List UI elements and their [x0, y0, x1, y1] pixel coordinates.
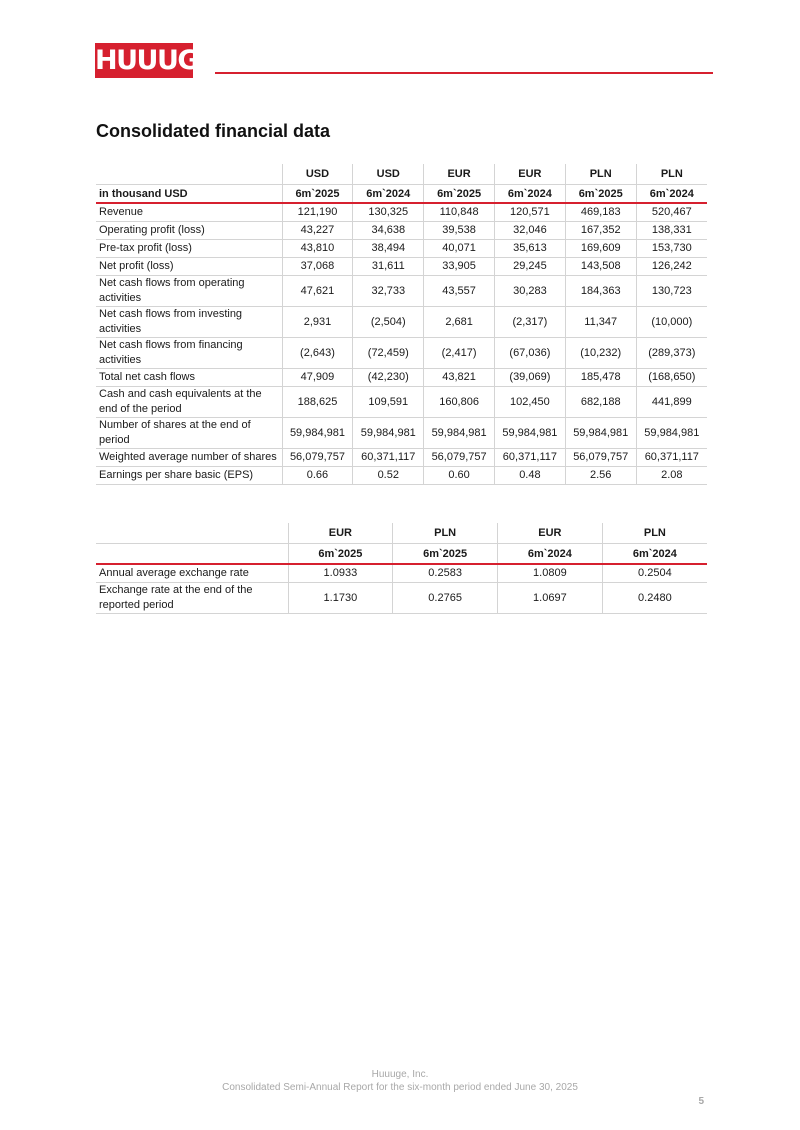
cell-value: 120,571: [495, 203, 566, 222]
currency-header-label: [96, 164, 282, 185]
period-header-col-3: 6m`2025: [424, 185, 495, 204]
table-row: [96, 583, 707, 614]
footer-company: Huuuge, Inc.: [371, 1069, 429, 1080]
cell-value: 2,681: [424, 307, 495, 338]
currency-header-row: [96, 164, 707, 185]
cell-value: 60,371,117: [495, 449, 566, 467]
footer-report-title: Consolidated Semi-Annual Report for the six-month period ended June 30, 2025: [222, 1082, 578, 1093]
cell-value: 1.0697: [498, 583, 603, 614]
cell-value: 2,931: [282, 307, 353, 338]
cell-value: 0.60: [424, 467, 495, 485]
cell-value: 56,079,757: [424, 449, 495, 467]
cell-value: (67,036): [495, 338, 566, 369]
cell-value: 40,071: [424, 240, 495, 258]
period-header-col-2: 6m`2024: [353, 185, 424, 204]
cell-value: (10,000): [636, 307, 707, 338]
financial-data-table: [96, 164, 707, 485]
cell-value: 59,984,981: [565, 418, 636, 449]
table-row: [96, 387, 707, 418]
cell-value: 169,609: [565, 240, 636, 258]
cell-value: 184,363: [565, 276, 636, 307]
cell-value: 34,638: [353, 222, 424, 240]
period-header-col-4: 6m`2024: [602, 544, 707, 565]
cell-value: 126,242: [636, 258, 707, 276]
table-row: [96, 338, 707, 369]
cell-value: 130,325: [353, 203, 424, 222]
cell-value: 30,283: [495, 276, 566, 307]
cell-value: 188,625: [282, 387, 353, 418]
cell-value: 32,046: [495, 222, 566, 240]
header-rule: [215, 72, 713, 74]
exchange-rate-table: [96, 523, 707, 614]
period-header-label: in thousand USD: [96, 185, 282, 204]
row-label: Net profit (loss): [96, 258, 282, 276]
cell-value: 2.56: [565, 467, 636, 485]
table-row: [96, 564, 707, 583]
row-label: Total net cash flows: [96, 369, 282, 387]
row-label: Cash and cash equivalents at the end of the period: [96, 387, 282, 418]
table-row: [96, 449, 707, 467]
cell-value: 160,806: [424, 387, 495, 418]
row-label: Operating profit (loss): [96, 222, 282, 240]
currency-header-col-3: EUR: [498, 523, 603, 544]
cell-value: 59,984,981: [495, 418, 566, 449]
cell-value: 56,079,757: [565, 449, 636, 467]
row-label: Annual average exchange rate: [96, 564, 288, 583]
row-label: Earnings per share basic (EPS): [96, 467, 282, 485]
table-row: [96, 203, 707, 222]
cell-value: 56,079,757: [282, 449, 353, 467]
cell-value: 153,730: [636, 240, 707, 258]
cell-value: (168,650): [636, 369, 707, 387]
period-header-col-2: 6m`2025: [393, 544, 498, 565]
cell-value: 31,611: [353, 258, 424, 276]
row-label: Net cash flows from investing activities: [96, 307, 282, 338]
period-header-label: [96, 544, 288, 565]
page-number: 5: [698, 1096, 704, 1107]
cell-value: 47,909: [282, 369, 353, 387]
cell-value: 43,810: [282, 240, 353, 258]
cell-value: 109,591: [353, 387, 424, 418]
cell-value: 11,347: [565, 307, 636, 338]
cell-value: 60,371,117: [636, 449, 707, 467]
cell-value: 185,478: [565, 369, 636, 387]
cell-value: 60,371,117: [353, 449, 424, 467]
cell-value: (2,504): [353, 307, 424, 338]
cell-value: 0.48: [495, 467, 566, 485]
table-row: [96, 307, 707, 338]
cell-value: (289,373): [636, 338, 707, 369]
cell-value: 143,508: [565, 258, 636, 276]
page-title: Consolidated financial data: [96, 121, 331, 141]
currency-header-col-2: USD: [353, 164, 424, 185]
cell-value: 43,821: [424, 369, 495, 387]
cell-value: (2,643): [282, 338, 353, 369]
currency-header-col-2: PLN: [393, 523, 498, 544]
cell-value: 35,613: [495, 240, 566, 258]
cell-value: 39,538: [424, 222, 495, 240]
cell-value: (10,232): [565, 338, 636, 369]
cell-value: 59,984,981: [636, 418, 707, 449]
huuuge-logo: HUUUGE: [95, 45, 215, 76]
table-row: [96, 222, 707, 240]
cell-value: (39,069): [495, 369, 566, 387]
row-label: Number of shares at the end of period: [96, 418, 282, 449]
table-row: [96, 369, 707, 387]
cell-value: 0.66: [282, 467, 353, 485]
cell-value: 469,183: [565, 203, 636, 222]
cell-value: (42,230): [353, 369, 424, 387]
cell-value: 0.2583: [393, 564, 498, 583]
cell-value: 59,984,981: [353, 418, 424, 449]
period-header-col-3: 6m`2024: [498, 544, 603, 565]
period-header-col-4: 6m`2024: [495, 185, 566, 204]
cell-value: (2,417): [424, 338, 495, 369]
cell-value: 441,899: [636, 387, 707, 418]
period-header-col-6: 6m`2024: [636, 185, 707, 204]
cell-value: (2,317): [495, 307, 566, 338]
table-row: [96, 418, 707, 449]
row-label: Net cash flows from financing activities: [96, 338, 282, 369]
currency-header-col-1: EUR: [288, 523, 393, 544]
cell-value: 43,227: [282, 222, 353, 240]
cell-value: 33,905: [424, 258, 495, 276]
cell-value: 130,723: [636, 276, 707, 307]
cell-value: 0.2765: [393, 583, 498, 614]
cell-value: 102,450: [495, 387, 566, 418]
cell-value: 59,984,981: [424, 418, 495, 449]
cell-value: 29,245: [495, 258, 566, 276]
table-row: [96, 276, 707, 307]
currency-header-col-3: EUR: [424, 164, 495, 185]
cell-value: 682,188: [565, 387, 636, 418]
cell-value: 59,984,981: [282, 418, 353, 449]
row-label: Pre-tax profit (loss): [96, 240, 282, 258]
cell-value: 38,494: [353, 240, 424, 258]
currency-header-col-6: PLN: [636, 164, 707, 185]
cell-value: 2.08: [636, 467, 707, 485]
period-header-row: [96, 185, 707, 204]
cell-value: 37,068: [282, 258, 353, 276]
table-row: [96, 258, 707, 276]
table-row: [96, 240, 707, 258]
cell-value: 1.0809: [498, 564, 603, 583]
cell-value: 121,190: [282, 203, 353, 222]
page-footer: [0, 1068, 800, 1094]
row-label: Weighted average number of shares: [96, 449, 282, 467]
cell-value: 1.1730: [288, 583, 393, 614]
cell-value: 138,331: [636, 222, 707, 240]
cell-value: 167,352: [565, 222, 636, 240]
currency-header-row: [96, 523, 707, 544]
row-label: Net cash flows from operating activities: [96, 276, 282, 307]
currency-header-col-4: EUR: [495, 164, 566, 185]
row-label: Exchange rate at the end of the reported period: [96, 583, 288, 614]
period-header-col-1: 6m`2025: [282, 185, 353, 204]
currency-header-col-5: PLN: [565, 164, 636, 185]
row-label: Revenue: [96, 203, 282, 222]
cell-value: (72,459): [353, 338, 424, 369]
period-header-row: [96, 544, 707, 565]
period-header-col-5: 6m`2025: [565, 185, 636, 204]
cell-value: 0.2504: [602, 564, 707, 583]
cell-value: 47,621: [282, 276, 353, 307]
currency-header-label: [96, 523, 288, 544]
currency-header-col-1: USD: [282, 164, 353, 185]
table-row: [96, 467, 707, 485]
cell-value: 520,467: [636, 203, 707, 222]
period-header-col-1: 6m`2025: [288, 544, 393, 565]
cell-value: 43,557: [424, 276, 495, 307]
cell-value: 110,848: [424, 203, 495, 222]
cell-value: 0.52: [353, 467, 424, 485]
cell-value: 0.2480: [602, 583, 707, 614]
currency-header-col-4: PLN: [602, 523, 707, 544]
cell-value: 1.0933: [288, 564, 393, 583]
cell-value: 32,733: [353, 276, 424, 307]
